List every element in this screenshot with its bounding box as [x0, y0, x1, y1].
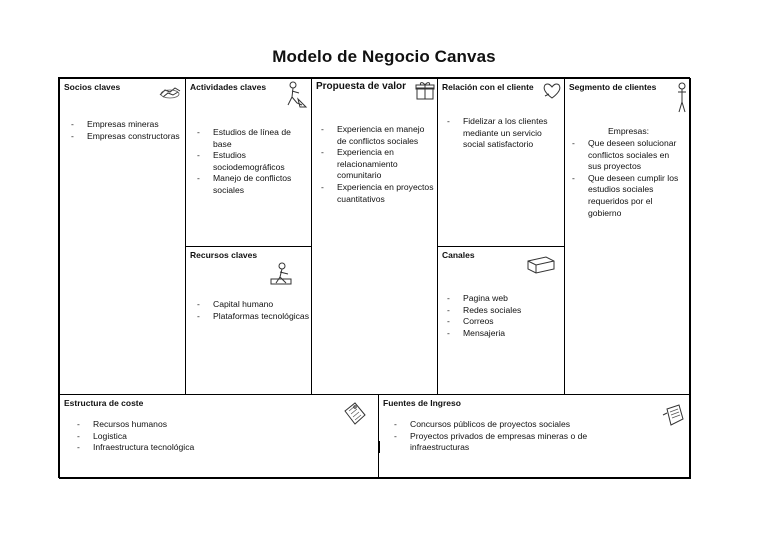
canales-block	[437, 246, 565, 395]
business-model-canvas	[58, 77, 690, 478]
list-item: - Fidelizar a los clientes mediante un servicio social satisfactorio	[447, 116, 561, 151]
gift-icon	[414, 81, 436, 101]
list-item: - Logistica	[77, 431, 357, 443]
socios-claves-heading: Socios claves	[64, 82, 121, 92]
list-item: - Experiencia en manejo de conflictos sociales	[321, 124, 435, 147]
list-item: - Infraestructura tecnológica	[77, 442, 357, 454]
canales-list	[447, 293, 561, 339]
list-item: - Empresas constructoras	[71, 131, 183, 143]
list-item: - Redes sociales	[447, 305, 561, 317]
socios-claves-block	[59, 78, 186, 395]
heart-icon	[542, 82, 562, 100]
actividades-claves-heading: Actividades claves	[190, 82, 267, 92]
recursos-claves-list	[197, 299, 311, 322]
list-item: - Correos	[447, 316, 561, 328]
fuentes-ingreso-block	[378, 394, 691, 479]
relacion-cliente-list	[447, 116, 561, 151]
list-item: - Recursos humanos	[77, 419, 357, 431]
segmento-clientes-list	[572, 138, 684, 219]
estructura-coste-block	[59, 394, 379, 479]
fuentes-ingreso-list	[394, 419, 644, 454]
actividades-claves-block	[185, 78, 312, 247]
list-item: - Proyectos privados de empresas mineras o de infraestructuras	[394, 431, 644, 454]
segmento-clientes-heading: Segmento de clientes	[569, 82, 657, 92]
actividades-claves-list	[197, 127, 311, 197]
estructura-coste-heading: Estructura de coste	[64, 398, 144, 408]
page-title: Modelo de Negocio Canvas	[272, 47, 496, 66]
list-item: - Que deseen cumplir los estudios sociales requeridos por el gobierno	[572, 173, 684, 219]
text-cursor	[379, 441, 380, 453]
estructura-coste-list	[77, 419, 357, 454]
fuentes-ingreso-heading: Fuentes de Ingreso	[383, 398, 461, 408]
list-item: - Empresas mineras	[71, 119, 183, 131]
list-item: - Experiencia en proyectos cuantitativos	[321, 182, 435, 205]
propuesta-de-valor-heading: Propuesta de valor	[316, 81, 407, 92]
list-item: - Concursos públicos de proyectos sociales	[394, 419, 644, 431]
relacion-cliente-heading: Relación con el cliente	[442, 82, 534, 92]
list-item: - Capital humano	[197, 299, 311, 311]
canales-heading: Canales	[442, 250, 475, 260]
list-item: - Estudios sociodemográficos	[197, 150, 311, 173]
worker-icon	[284, 81, 308, 109]
recursos-claves-heading: Recursos claves	[190, 250, 258, 260]
delivery-truck-icon	[526, 253, 556, 275]
list-item: - Manejo de conflictos sociales	[197, 173, 311, 196]
handshake-icon	[158, 82, 182, 102]
segmento-clientes-intro: Empresas:	[607, 126, 650, 136]
list-item: - Experiencia en relacionamiento comunitario	[321, 147, 435, 182]
recursos-claves-block	[185, 246, 312, 395]
propuesta-de-valor-list	[321, 124, 435, 205]
money-bag-icon	[661, 401, 687, 429]
relacion-cliente-block	[437, 78, 565, 247]
propuesta-de-valor-block	[311, 78, 438, 395]
list-item: - Plataformas tecnológicas	[197, 311, 311, 323]
segmento-clientes-block	[564, 78, 691, 395]
list-item: - Pagina web	[447, 293, 561, 305]
list-item: - Que deseen solucionar conflictos sociales en sus proyectos	[572, 138, 684, 173]
socios-claves-list	[71, 119, 183, 142]
factory-worker-icon	[268, 261, 294, 287]
list-item: - Mensajeria	[447, 328, 561, 340]
person-icon	[675, 82, 689, 114]
list-item: - Estudios de línea de base	[197, 127, 311, 150]
